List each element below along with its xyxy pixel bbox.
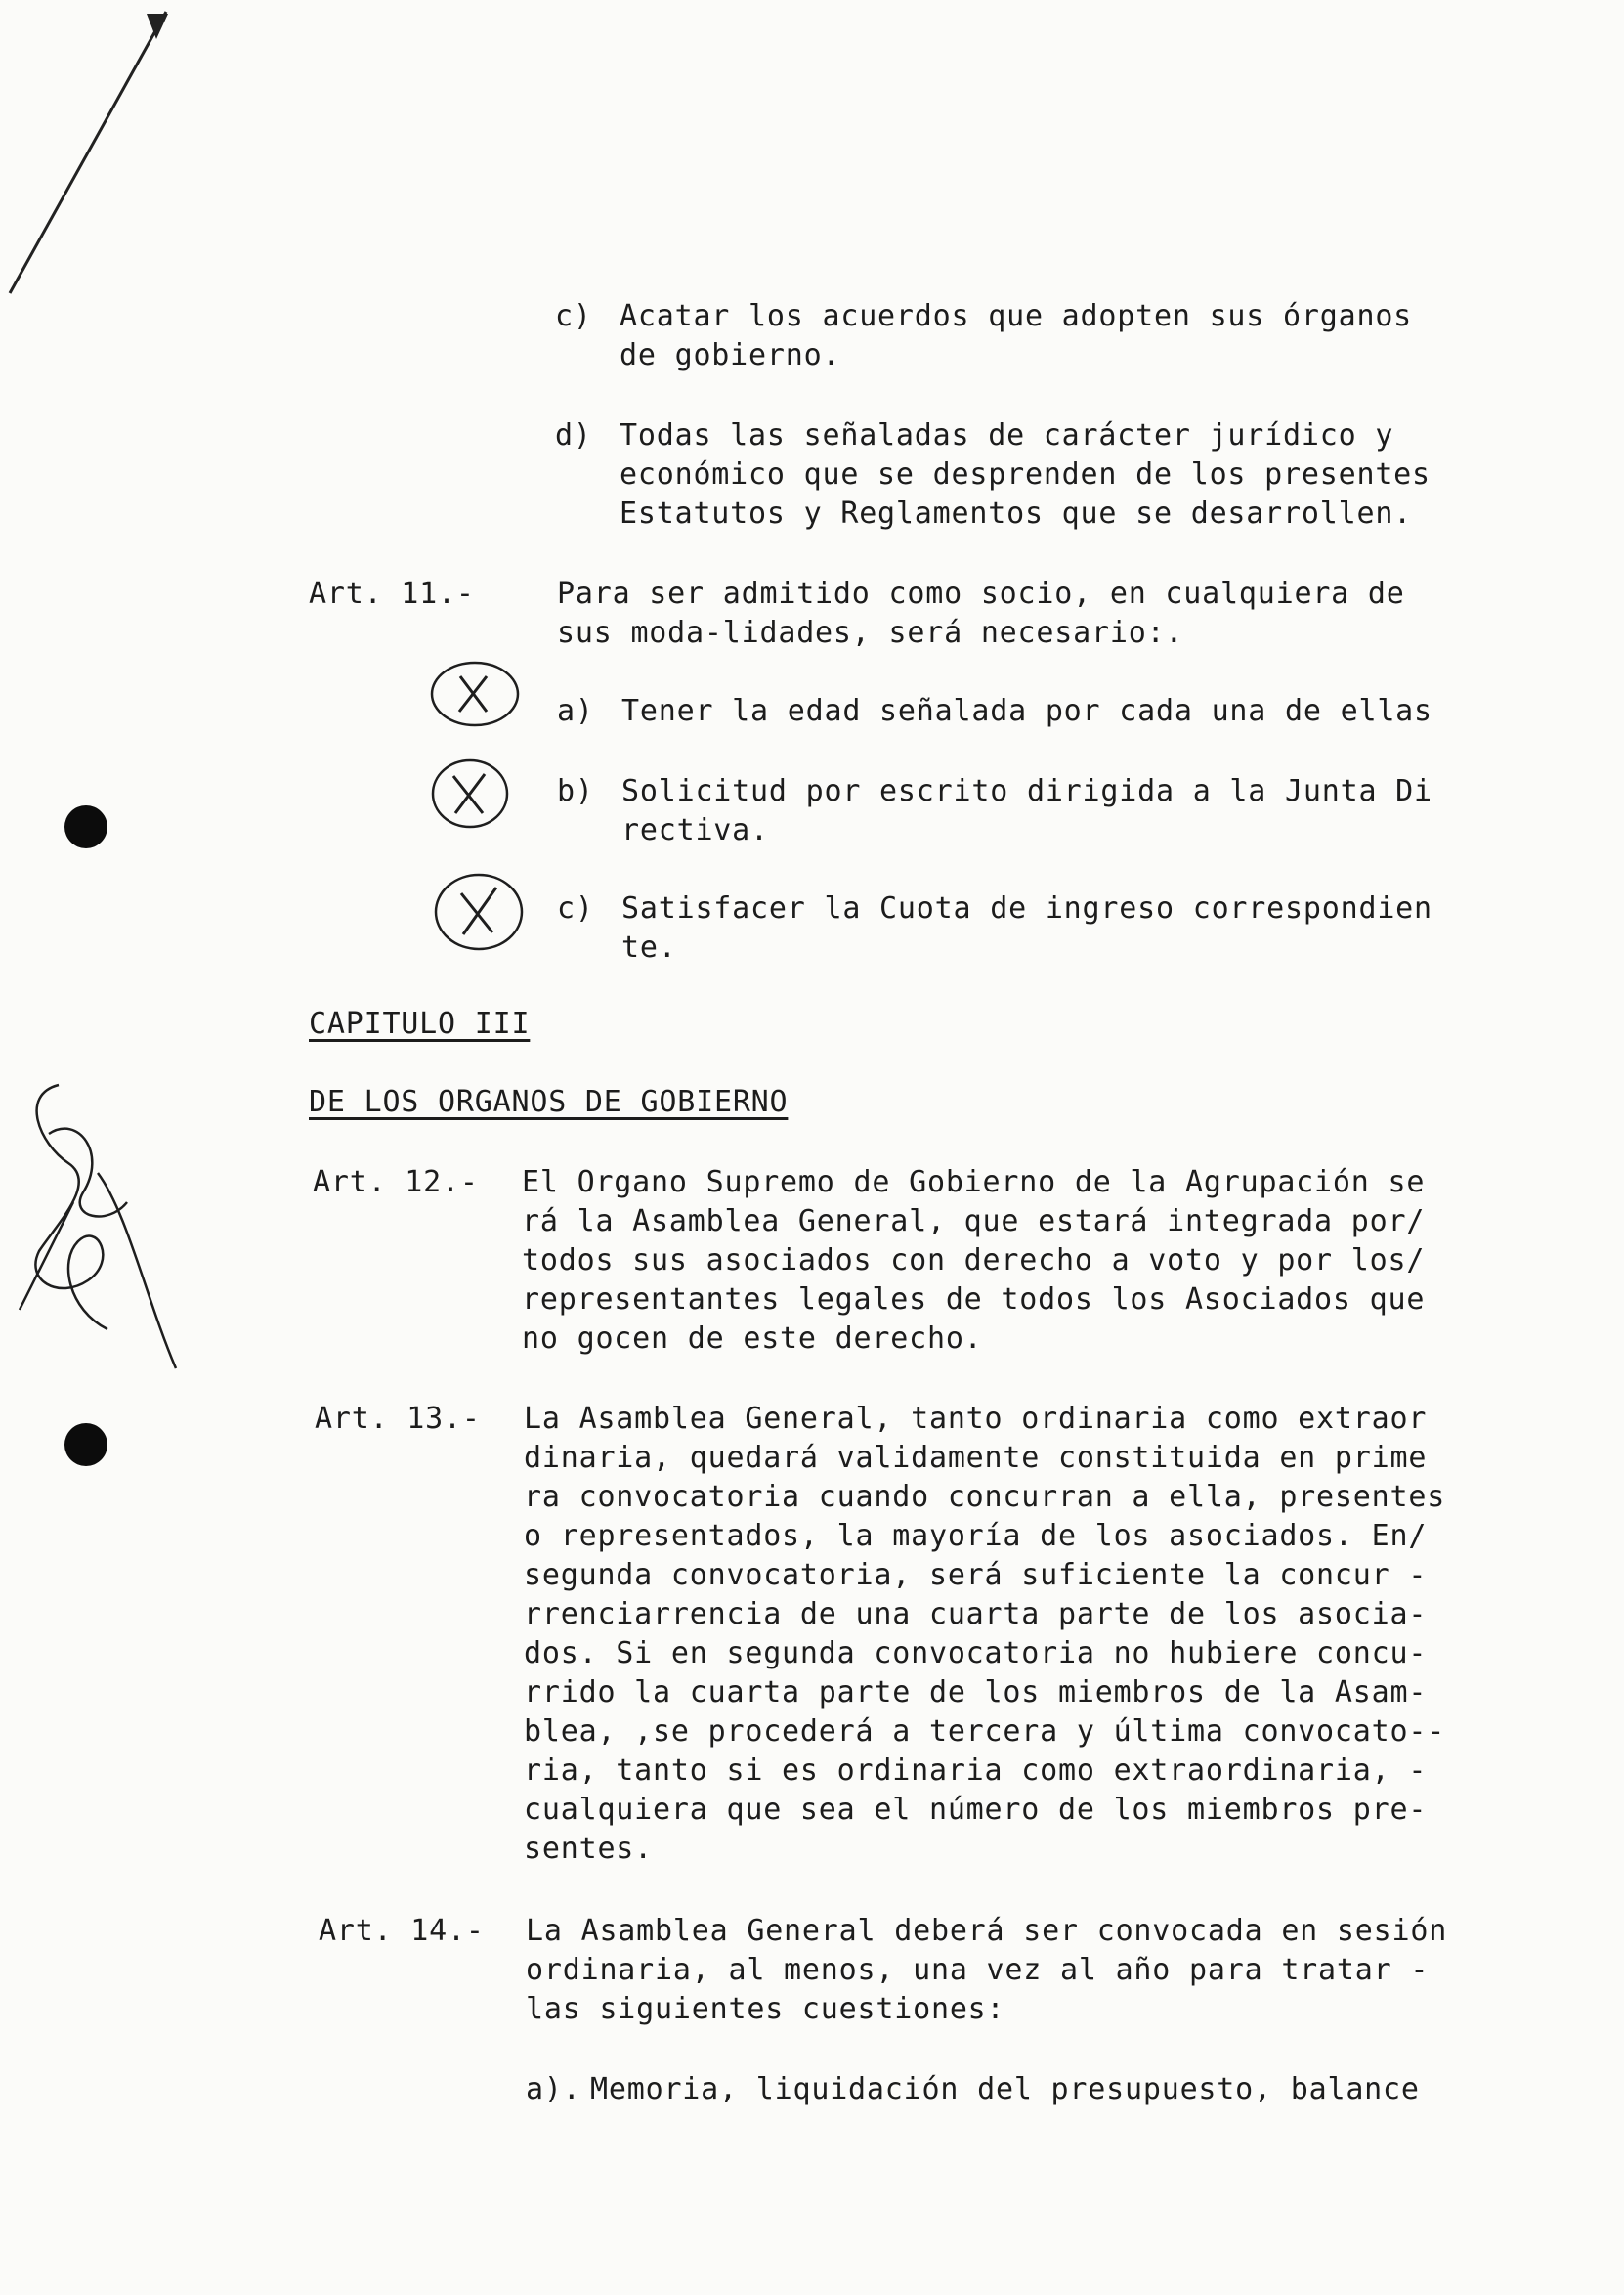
art-14-line: las siguientes cuestiones: [526, 1992, 1005, 2026]
art-11-item-label: c) [557, 891, 594, 926]
art-11-item-line: Tener la edad señalada por cada una de ellas [621, 694, 1432, 728]
art-11-item-line: rectiva. [621, 813, 769, 847]
art-13-line: dinaria, quedará validamente constituida en prime [524, 1441, 1428, 1475]
circled-x-mark [430, 868, 528, 956]
art-13-line: dos. Si en segunda convocatoria no hubiere concu- [524, 1636, 1428, 1670]
art-12-label: Art. 12.- [313, 1165, 479, 1199]
art-13-line: sentes. [524, 1832, 654, 1866]
item-d-line: económico que se desprenden de los presentes [620, 457, 1431, 492]
binder-hole-bottom [64, 1423, 107, 1466]
art-13-label: Art. 13.- [315, 1402, 481, 1436]
art-12-line: no gocen de este derecho. [522, 1321, 983, 1356]
art-13-line: blea, ,se procederá a tercera y última convocato-- [524, 1714, 1446, 1749]
art-12-line: todos sus asociados con derecho a voto y por los/ [522, 1243, 1426, 1277]
art-13-line: rrido la cuarta parte de los miembros de la Asam- [524, 1675, 1428, 1710]
chapter-subtitle: DE LOS ORGANOS DE GOBIERNO [309, 1085, 789, 1119]
art-13-line: segunda convocatoria, será suficiente la concur - [524, 1558, 1428, 1592]
item-c-line: de gobierno. [620, 338, 841, 372]
art-14-item-label: a). [526, 2072, 581, 2106]
item-d-line: Estatutos y Reglamentos que se desarrollen. [620, 497, 1413, 531]
art-14-line: La Asamblea General deberá ser convocada en sesión [526, 1914, 1448, 1948]
art-13-line: ra convocatoria cuando concurran a ella, presentes [524, 1480, 1446, 1514]
handwritten-signature [0, 1056, 186, 1388]
art-11-line: Para ser admitido como socio, en cualquiera de [557, 577, 1405, 611]
art-14-label: Art. 14.- [319, 1914, 485, 1948]
circled-x-mark [426, 655, 524, 733]
art-11-item-label: b) [557, 774, 594, 808]
art-13-line: ria, tanto si es ordinaria como extraordinaria, - [524, 1754, 1428, 1788]
art-12-line: El Organo Supremo de Gobierno de la Agrupación se [522, 1165, 1426, 1199]
art-14-line: ordinaria, al menos, una vez al año para tratar - [526, 1953, 1430, 1987]
item-c-label: c) [555, 299, 592, 333]
chapter-title: CAPITULO III [309, 1007, 531, 1041]
art-13-line: o representados, la mayoría de los asociados. En/ [524, 1519, 1428, 1553]
art-14-item-line: Memoria, liquidación del presupuesto, balance [590, 2072, 1420, 2106]
art-13-line: La Asamblea General, tanto ordinaria como extraor [524, 1402, 1428, 1436]
circled-x-mark [426, 755, 514, 833]
art-13-line: cualquiera que sea el número de los miembros pre- [524, 1793, 1428, 1827]
art-11-label: Art. 11.- [309, 577, 475, 611]
ink-slash-mark [0, 0, 195, 313]
art-12-line: rá la Asamblea General, que estará integrada por/ [522, 1204, 1426, 1238]
item-d-label: d) [555, 418, 592, 453]
art-12-line: representantes legales de todos los Asociados que [522, 1282, 1426, 1317]
art-13-line: rrenciarrencia de una cuarta parte de los asocia- [524, 1597, 1428, 1631]
item-c-line: Acatar los acuerdos que adopten sus órganos [620, 299, 1413, 333]
art-11-line: sus moda-lidades, será necesario:. [557, 616, 1184, 650]
item-d-line: Todas las señaladas de carácter jurídico y [620, 418, 1394, 453]
art-11-item-line: te. [621, 931, 677, 965]
binder-hole-top [64, 805, 107, 848]
art-11-item-label: a) [557, 694, 594, 728]
art-11-item-line: Satisfacer la Cuota de ingreso correspondien [621, 891, 1432, 926]
art-11-item-line: Solicitud por escrito dirigida a la Junta Di [621, 774, 1432, 808]
